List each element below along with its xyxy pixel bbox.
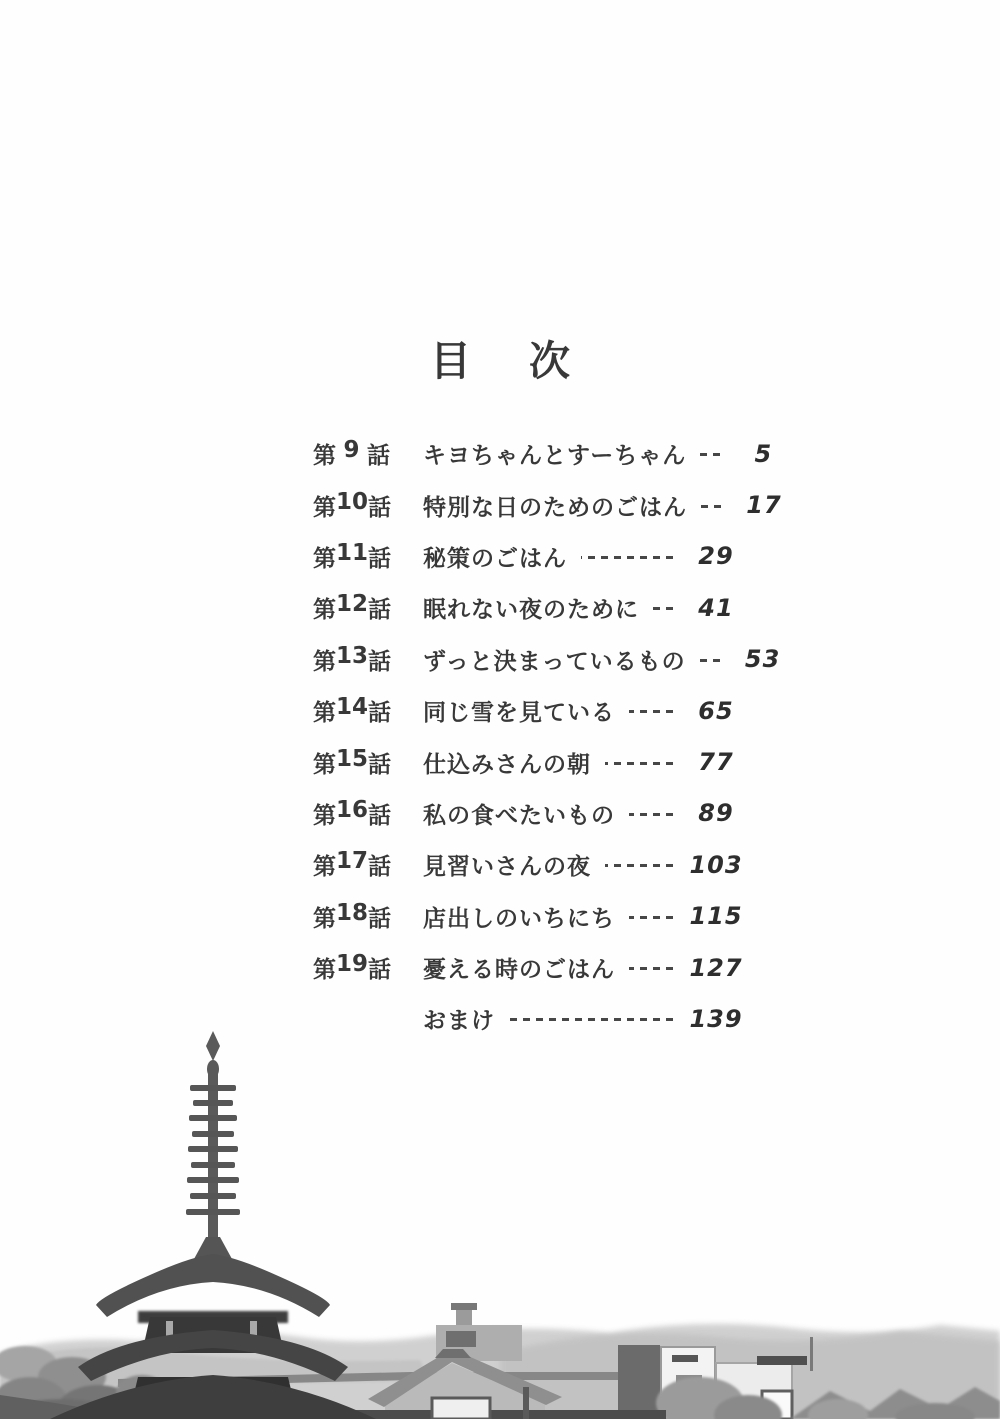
chapter-number: 14 bbox=[336, 694, 369, 721]
entry-page-number: 103 bbox=[689, 850, 743, 879]
entry-page-number: 115 bbox=[689, 902, 743, 931]
chapter-label bbox=[313, 951, 390, 984]
chapter-number: 11 bbox=[336, 539, 369, 566]
entry-title: 同じ雪を見ている bbox=[423, 700, 615, 727]
entry-page-number: 65 bbox=[698, 696, 734, 725]
entry-title: ずっと決まっているもの bbox=[423, 648, 686, 675]
entry-title: 仕込みさんの朝 bbox=[423, 751, 591, 778]
toc-entry bbox=[313, 634, 781, 685]
dot-leader bbox=[629, 967, 673, 970]
dot-leader bbox=[629, 813, 673, 816]
chapter-number: 15 bbox=[336, 745, 369, 772]
dot-leader bbox=[605, 864, 673, 867]
spire-rings bbox=[186, 1085, 240, 1215]
chapter-suffix: 話 bbox=[368, 494, 392, 521]
chapter-suffix: 話 bbox=[368, 957, 392, 984]
entry-title: 眠れない夜のために bbox=[423, 597, 639, 624]
entry-page-number: 17 bbox=[746, 491, 782, 520]
chapter-label bbox=[313, 797, 390, 830]
entry-page-number: 41 bbox=[698, 593, 734, 622]
entry-title: 私の食べたいもの bbox=[423, 802, 615, 829]
entry-page-number: 139 bbox=[689, 1004, 743, 1033]
chapter-label bbox=[313, 643, 390, 676]
dot-leader bbox=[700, 659, 720, 662]
chapter-prefix: 第 bbox=[313, 545, 336, 572]
chapter-suffix: 話 bbox=[368, 751, 392, 778]
entry-title: 秘策のごはん bbox=[423, 545, 567, 572]
chapter-suffix: 話 bbox=[368, 905, 392, 932]
chapter-label bbox=[313, 746, 390, 779]
chapter-suffix: 話 bbox=[368, 597, 392, 624]
chapter-prefix: 第 bbox=[313, 802, 336, 829]
entry-title: 店出しのいちにち bbox=[423, 905, 615, 932]
toc-entry bbox=[313, 428, 773, 479]
chapter-prefix: 第 bbox=[313, 494, 336, 521]
dot-leader bbox=[605, 762, 673, 765]
chapter-number: 9 bbox=[343, 437, 360, 464]
toc-entry bbox=[313, 736, 747, 787]
entry-title: キヨちゃんとすーちゃん bbox=[423, 443, 687, 470]
entry-page-number: 89 bbox=[698, 799, 734, 828]
toc-entry bbox=[313, 839, 747, 890]
chapter-prefix: 第 bbox=[313, 597, 336, 624]
entry-title: 見習いさんの夜 bbox=[423, 854, 591, 881]
dot-leader bbox=[700, 453, 720, 456]
chapter-prefix: 第 bbox=[313, 648, 336, 675]
chapter-number: 12 bbox=[336, 591, 369, 618]
chapter-label bbox=[313, 848, 390, 881]
chapter-prefix: 第 bbox=[313, 854, 336, 881]
dot-leader bbox=[701, 505, 721, 508]
toc-entry bbox=[313, 788, 747, 839]
chapter-suffix: 話 bbox=[368, 802, 392, 829]
chapter-prefix: 第 bbox=[313, 700, 336, 727]
entry-page-number: 127 bbox=[689, 953, 743, 982]
chapter-suffix: 話 bbox=[368, 854, 392, 881]
chapter-number: 13 bbox=[336, 642, 369, 669]
entry-title: 憂える時のごはん bbox=[423, 957, 615, 984]
chapter-prefix: 第 bbox=[313, 905, 336, 932]
dot-leader bbox=[581, 556, 673, 559]
chapter-number: 16 bbox=[336, 796, 369, 823]
chapter-suffix: 話 bbox=[368, 700, 392, 727]
entry-page-number: 53 bbox=[744, 645, 781, 674]
chapter-prefix: 第 bbox=[313, 957, 336, 984]
chapter-number: 10 bbox=[336, 488, 369, 515]
chapter-label bbox=[313, 900, 390, 933]
chapter-suffix: 話 bbox=[368, 545, 392, 572]
chapter-prefix: 第 bbox=[313, 751, 336, 778]
chapter-suffix: 話 bbox=[368, 648, 392, 675]
toc-entry bbox=[313, 582, 747, 633]
page-title: 目次 bbox=[430, 337, 628, 385]
chapter-label bbox=[313, 489, 390, 522]
dot-leader bbox=[629, 710, 673, 713]
chapter-label bbox=[313, 437, 390, 470]
toc-entry bbox=[313, 942, 747, 993]
chapter-number: 19 bbox=[336, 951, 369, 978]
entry-title: 特別な日のためのごはん bbox=[423, 494, 687, 521]
entry-page-number: 77 bbox=[698, 748, 734, 777]
watercolor-skyline-illustration bbox=[0, 1019, 1000, 1419]
dot-leader bbox=[653, 607, 673, 610]
toc-entry bbox=[313, 891, 747, 942]
chapter-label bbox=[313, 591, 390, 624]
chapter-suffix: 話 bbox=[366, 443, 390, 470]
chapter-number: 18 bbox=[336, 899, 369, 926]
entry-title: おまけ bbox=[423, 1008, 495, 1035]
toc-entry bbox=[313, 479, 782, 530]
toc-entry bbox=[313, 685, 747, 736]
chapter-label bbox=[313, 540, 390, 573]
entry-page-number: 29 bbox=[698, 542, 734, 571]
chapter-prefix: 第 bbox=[313, 443, 336, 470]
dot-leader bbox=[629, 916, 673, 919]
toc-list bbox=[313, 428, 782, 1045]
chapter-number: 17 bbox=[336, 848, 369, 875]
entry-page-number: 5 bbox=[754, 439, 773, 468]
chapter-label bbox=[313, 694, 390, 727]
toc-entry bbox=[313, 531, 747, 582]
